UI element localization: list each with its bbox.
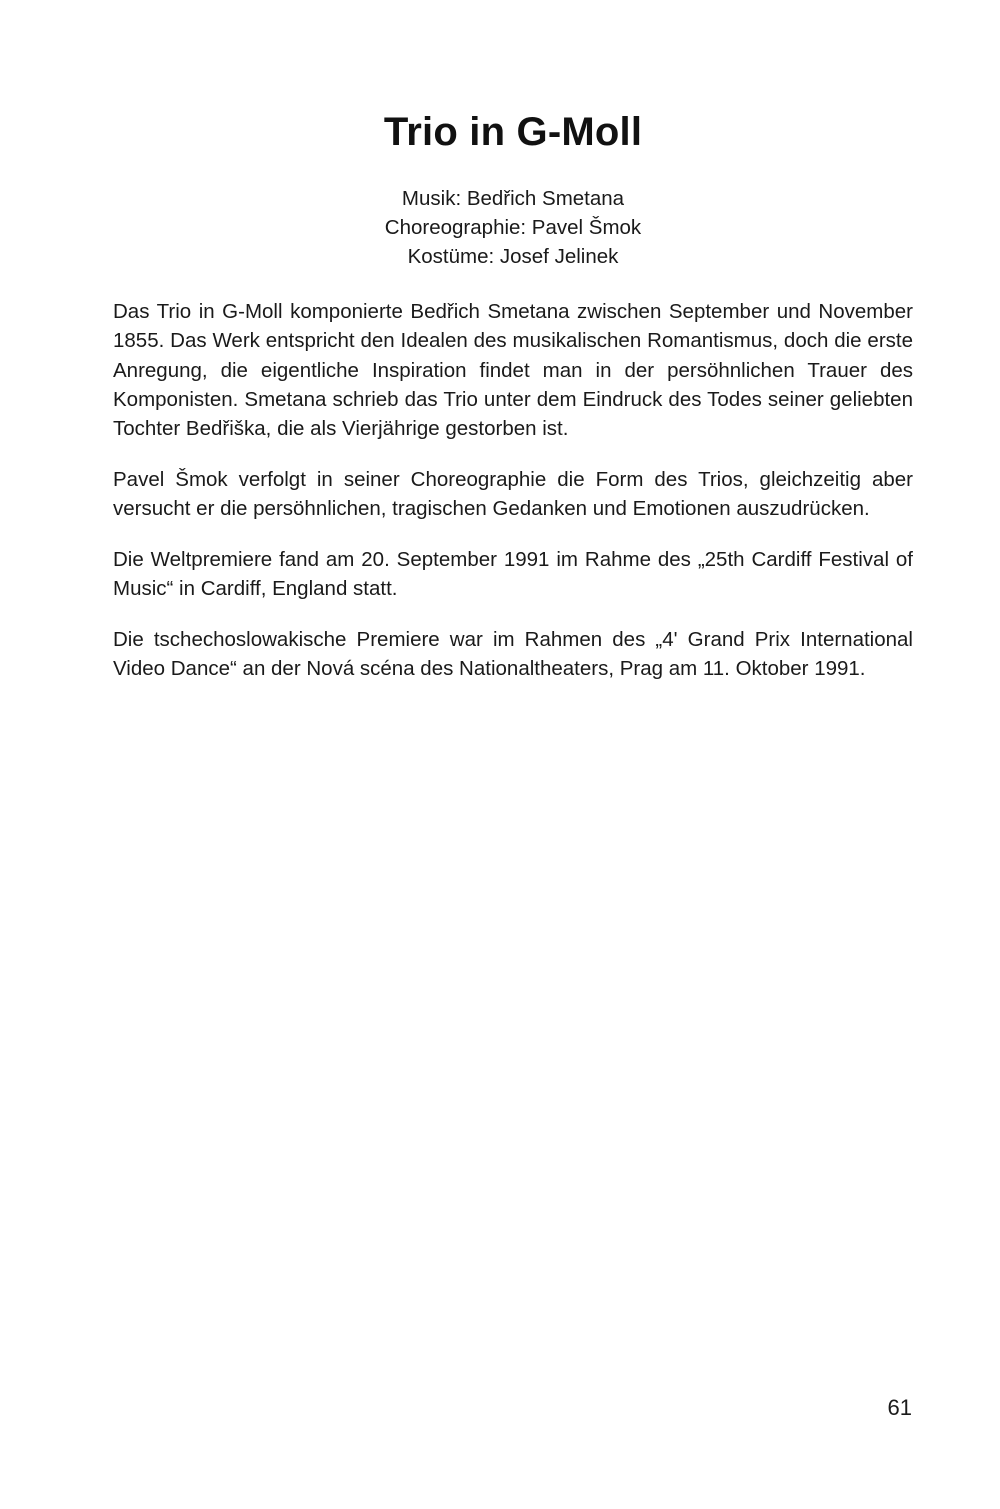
page-title: Trio in G-Moll [383, 110, 643, 154]
page-number: 61 [887, 1395, 912, 1420]
credit-line-costumes: Kostüme: Josef Jelinek [407, 245, 619, 269]
credit-line-choreography: Choreographie: Pavel Šmok [384, 216, 642, 240]
body-paragraph-1: Das Trio in G-Moll komponierte Bedřich Smetana zwischen September und November 1855. Das Werk entspricht den Idealen des musikalischen Romantismus, doch die erste Anregung, die eigentliche Inspiration findet man in der persöhnlichen Trauer des Komponisten. Smetana schrieb das Trio unter dem Eindruck des Todes seiner geliebten Tochter Bedřiška, die als Vierjährige gestorben ist. [113, 300, 913, 440]
credit-line-music: Musik: Bedřich Smetana [401, 187, 625, 210]
body-paragraph-4: Die tschechoslowakische Premiere war im Rahmen des „4' Grand Prix International Video Dance“ an der Nová scéna des Nationaltheaters, Prag am 11. Oktober 1991. [113, 628, 913, 681]
body-paragraph-2: Pavel Šmok verfolgt in seiner Choreographie die Form des Trios, gleichzeitig aber versucht er die persöhnlichen, tragischen Gedanken und Emotionen auszudrücken. [113, 467, 913, 520]
page-content [113, 110, 913, 684]
credits-block [113, 184, 913, 271]
body-paragraph-3: Die Weltpremiere fand am 20. September 1991 im Rahme des „25th Cardiff Festival of Music“ in Cardiff, England statt. [113, 548, 913, 601]
